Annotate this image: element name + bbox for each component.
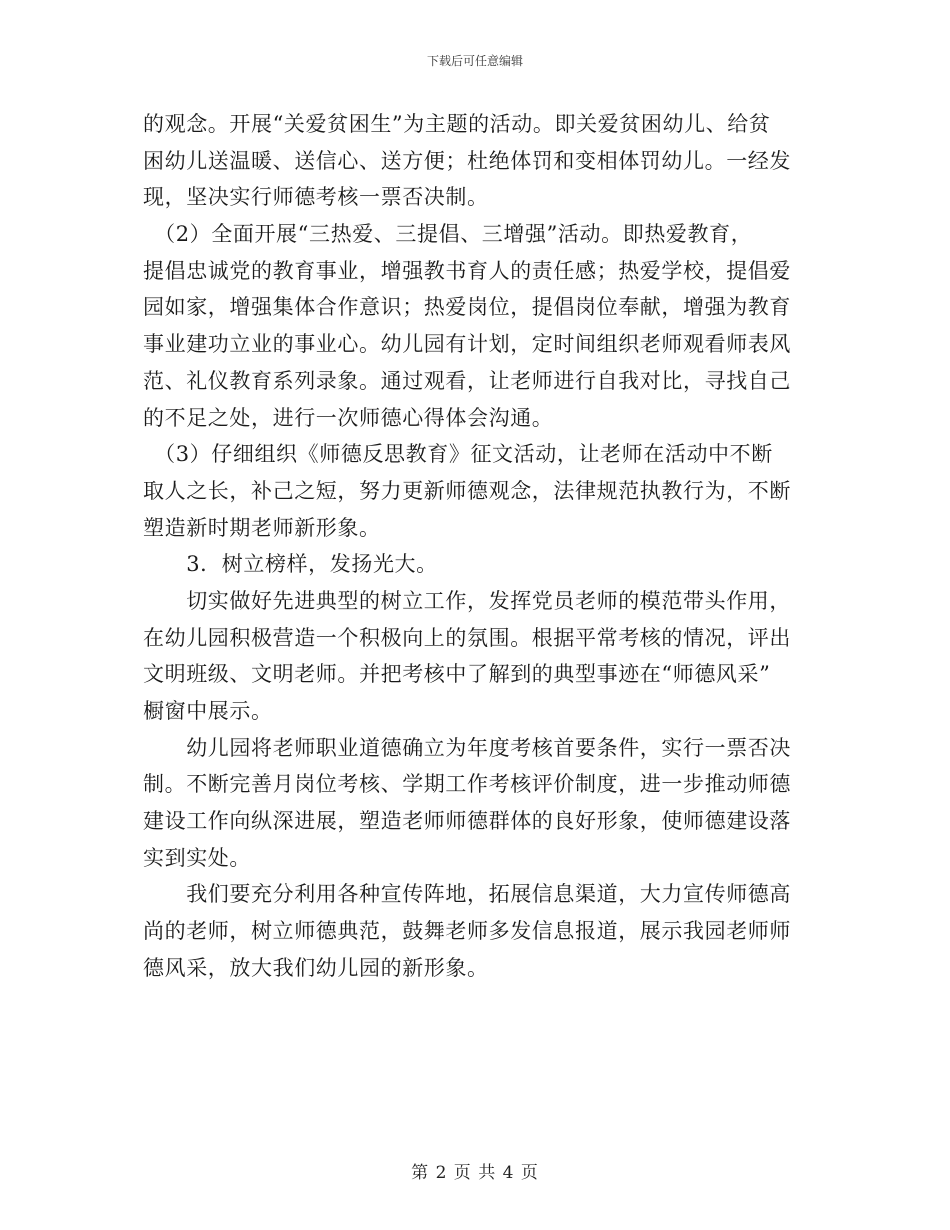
text-line: 现，坚决实行师德考核一票否决制。 <box>143 185 489 210</box>
text-line: 困幼儿送温暖、送信心、送方便；杜绝体罚和变相体罚幼儿。一经发 <box>143 148 791 173</box>
text-line: （2）全面开展“三热爱、三提倡、三增强”活动。即热爱教育， <box>143 222 753 247</box>
text-line: 制。不断完善月岗位考核、学期工作考核评价制度，进一步推动师德 <box>143 772 791 797</box>
page-number: 第 2 页 共 4 页 <box>411 1163 539 1183</box>
document-body <box>143 106 803 987</box>
section-heading: 3．树立榜样，发扬光大。 <box>143 552 438 577</box>
text-line: 建设工作向纵深进展，塑造老师师德群体的良好形象，使师德建设落 <box>143 809 791 834</box>
text-line: 实到实处。 <box>143 845 251 870</box>
text-line: 园如家，增强集体合作意识；热爱岗位，提倡岗位奉献，增强为教育 <box>143 295 791 320</box>
text-line: 幼儿园将老师职业道德确立为年度考核首要条件，实行一票否决 <box>143 735 791 760</box>
text-line: 我们要充分利用各种宣传阵地，拓展信息渠道，大力宣传师德高 <box>143 882 791 907</box>
text-line: 取人之长，补己之短，努力更新师德观念，法律规范执教行为，不断 <box>143 478 791 503</box>
text-line: 在幼儿园积极营造一个积极向上的氛围。根据平常考核的情况，评出 <box>143 625 791 650</box>
text-line: （3）仔细组织《师德反思教育》征文活动，让老师在活动中不断 <box>143 442 773 467</box>
text-line: 尚的老师，树立师德典范，鼓舞老师多发信息报道，展示我园老师师 <box>143 919 791 944</box>
text-line: 塑造新时期老师新形象。 <box>143 515 381 540</box>
text-line: 提倡忠诚党的教育事业，增强教书育人的责任感；热爱学校，提倡爱 <box>143 258 791 283</box>
text-line: 的观念。开展“关爱贫困生”为主题的活动。即关爱贫困幼儿、给贫 <box>143 112 771 136</box>
page-header: 下载后可任意编辑 <box>426 54 523 68</box>
text-line: 的不足之处，进行一次师德心得体会沟通。 <box>143 405 554 430</box>
text-line: 范、礼仪教育系列录象。通过观看，让老师进行自我对比，寻找自己 <box>143 368 791 393</box>
text-line: 德风采，放大我们幼儿园的新形象。 <box>143 955 489 980</box>
text-line: 事业建功立业的事业心。幼儿园有计划，定时间组织老师观看师表风 <box>143 332 791 357</box>
text-line: 橱窗中展示。 <box>143 699 273 723</box>
text-line: 文明班级、文明老师。并把考核中了解到的典型事迹在“师德风采” <box>143 662 771 687</box>
text-line: 切实做好先进典型的树立工作，发挥党员老师的模范带头作用， <box>143 588 791 613</box>
